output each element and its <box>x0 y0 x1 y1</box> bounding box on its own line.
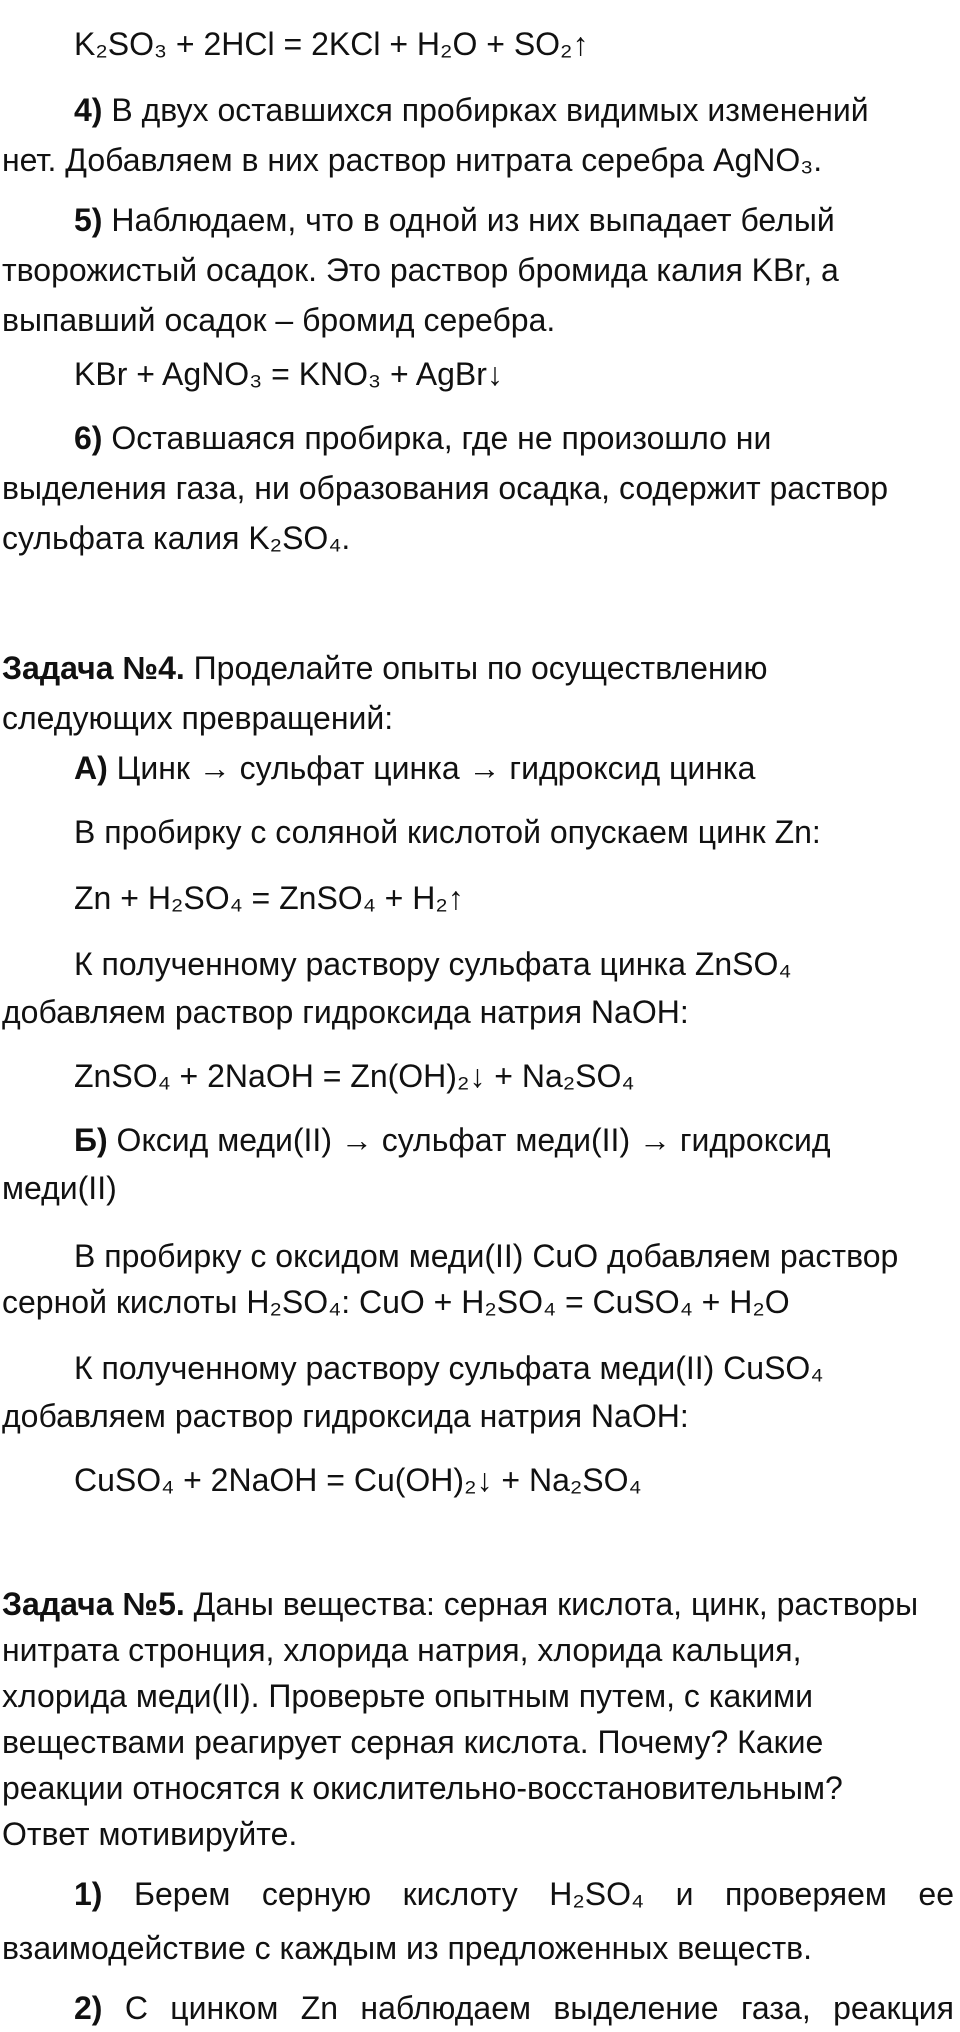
step-5-number: 5) <box>74 202 103 238</box>
task-4-line-2: следующих превращений: <box>2 700 394 736</box>
task-5-heading: Задача №5. <box>2 1586 185 1622</box>
answer-step-2-number: 2) <box>74 1990 103 2026</box>
task-4-heading: Задача №4. <box>2 650 185 686</box>
task-5-line-3: хлорида меди(II). Проверьте опытным путем, с какими <box>2 1678 814 1714</box>
task-5-line-6: Ответ мотивируйте. <box>2 1816 298 1852</box>
task-5-line-5: реакции относятся к окислительно-восстановительным? <box>2 1770 843 1806</box>
answer-step-1-line-2: взаимодействие с каждым из предложенных веществ. <box>2 1930 812 1966</box>
step-6-line-2: выделения газа, ни образования осадка, содержит раствор <box>2 470 888 506</box>
part-b-equation: CuSO₄ + 2NaOH = Cu(OH)₂↓ + Na₂SO₄ <box>74 1462 642 1498</box>
step-4-text-1: В двух оставшихся пробирках видимых изменений <box>102 92 869 128</box>
part-b-step-2-line-1: К полученному раствору сульфата меди(II) CuSO₄ <box>74 1350 824 1386</box>
part-b-step-1-line-1: В пробирку с оксидом меди(II) CuO добавляем раствор <box>74 1238 899 1274</box>
step-5-line-2: творожистый осадок. Это раствор бромида калия KBr, а <box>2 252 839 288</box>
answer-step-1-number: 1) <box>74 1876 103 1912</box>
task-5-line-4: веществами реагирует серная кислота. Почему? Какие <box>2 1724 824 1760</box>
part-b-step-2-line-2: добавляем раствор гидроксида натрия NaOH: <box>2 1398 689 1434</box>
part-a-step-2-line-1: К полученному раствору сульфата цинка ZnSO₄ <box>74 946 792 982</box>
part-a-step-2-line-2: добавляем раствор гидроксида натрия NaOH: <box>2 994 689 1030</box>
step-6-line-3: сульфата калия K₂SO₄. <box>2 520 351 556</box>
equation-k2so3: K₂SO₃ + 2HCl = 2KCl + H₂O + SO₂↑ <box>74 26 589 62</box>
step-5-line-1 <box>74 196 835 244</box>
part-b-step-1-line-2: серной кислоты H₂SO₄: CuO + H₂SO₄ = CuSO₄ + H₂O <box>2 1284 790 1320</box>
task-4-text-1: Проделайте опыты по осуществлению <box>184 650 768 686</box>
step-6-text-1: Оставшаяся пробирка, где не произошло ни <box>102 420 772 456</box>
part-a-step-1: В пробирку с соляной кислотой опускаем цинк Zn: <box>74 814 821 850</box>
task-5-text-1: Даны вещества: серная кислота, цинк, растворы <box>184 1586 919 1622</box>
part-a-equation-2: ZnSO₄ + 2NaOH = Zn(OH)₂↓ + Na₂SO₄ <box>74 1058 635 1094</box>
answer-step-1-line-1 <box>74 1870 954 1918</box>
part-a-title <box>74 744 755 792</box>
part-b-label: Б) <box>74 1122 108 1158</box>
step-4-number: 4) <box>74 92 103 128</box>
part-b-text: Оксид меди(II) → сульфат меди(II) → гидроксид <box>107 1122 831 1158</box>
part-b-title <box>74 1116 831 1164</box>
step-5-line-3: выпавший осадок – бромид серебра. <box>2 302 556 338</box>
task-5-line-1 <box>2 1580 918 1628</box>
answer-step-2-text-1: С цинком Zn наблюдаем выделение газа, реакция <box>102 1990 954 2026</box>
equation-kbr: KBr + AgNO₃ = KNO₃ + AgBr↓ <box>74 356 503 392</box>
step-4-line-2: нет. Добавляем в них раствор нитрата серебра AgNO₃. <box>2 142 823 178</box>
answer-step-1-text-1: Берем серную кислоту H₂SO₄ и проверяем ее <box>102 1876 954 1912</box>
part-a-text: Цинк → сульфат цинка → гидроксид цинка <box>107 750 756 786</box>
task-4-line-1 <box>2 644 767 692</box>
part-a-label: А) <box>74 750 108 786</box>
step-5-text-1: Наблюдаем, что в одной из них выпадает белый <box>102 202 835 238</box>
step-6-line-1 <box>74 414 771 462</box>
step-4-line-1 <box>74 86 869 134</box>
step-6-number: 6) <box>74 420 103 456</box>
part-b-title-line-2: меди(II) <box>2 1170 117 1206</box>
task-5-line-2: нитрата стронция, хлорида натрия, хлорида кальция, <box>2 1632 802 1668</box>
part-a-equation-1: Zn + H₂SO₄ = ZnSO₄ + H₂↑ <box>74 880 464 916</box>
